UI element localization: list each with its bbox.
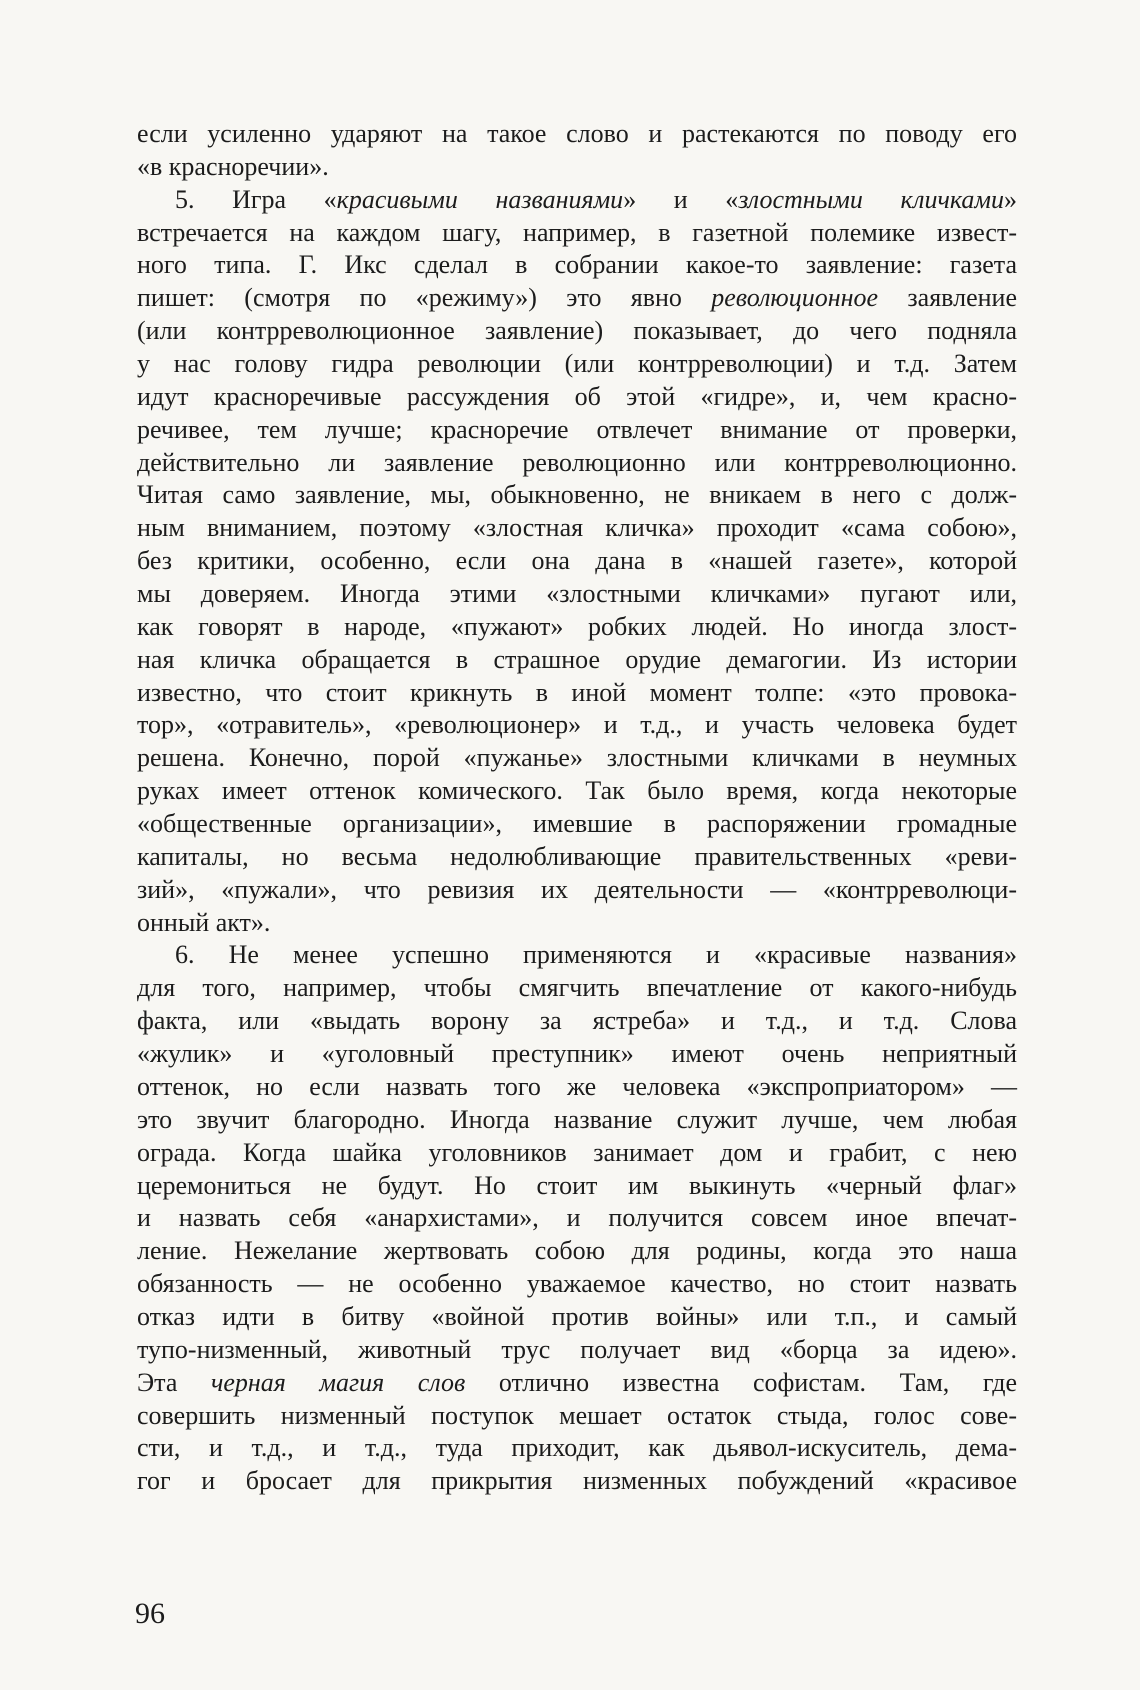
text-line: ограда. Когда шайка уголовников занимает дом и грабит, с нею	[137, 1137, 1017, 1167]
text-line	[137, 282, 1017, 315]
text-line: (или контрреволюционное заявление) показывает, до чего подняла	[137, 316, 1017, 346]
text-segment: отлично известна софистам. Там, где	[465, 1367, 1017, 1397]
text-line: «жулик» и «уголовный преступник» имеют очень неприятный	[137, 1039, 1017, 1069]
text-line: без критики, особенно, если она дана в «нашей газете», которой	[137, 546, 1017, 576]
text-line: известно, что стоит крикнуть в иной момент толпе: «это провока-	[137, 677, 1017, 707]
text-line: «общественные организации», имевшие в распоряжении громадные	[137, 809, 1017, 839]
text-line: Читая само заявление, мы, обыкновенно, не вникаем в него с долж-	[137, 480, 1017, 510]
text-line: идут красноречивые рассуждения об этой «гидре», и, чем красно-	[137, 381, 1017, 411]
text-line: «в красноречии».	[137, 151, 329, 181]
text-line: совершить низменный поступок мешает остаток стыда, голос сове-	[137, 1400, 1017, 1430]
text-line: решена. Конечно, порой «пужанье» злостными кличками в неумных	[137, 743, 1017, 773]
text-line: гог и бросает для прикрытия низменных побуждений «красивое	[137, 1466, 1017, 1496]
text-segment: Эта	[137, 1367, 211, 1397]
text-line: действительно ли заявление революционно или контрреволюционно.	[137, 447, 1017, 477]
text-line: сти, и т.д., и т.д., туда приходит, как дьявол-искуситель, дема-	[137, 1433, 1017, 1463]
text-line: 6. Не менее успешно применяются и «красивые названия»	[175, 940, 1017, 970]
text-line: тупо-низменный, животный трус получает вид «борца за идею».	[137, 1334, 1017, 1364]
text-line: тор», «отравитель», «революционер» и т.д., и участь человека будет	[137, 710, 1017, 740]
text-segment: » и «	[623, 184, 739, 214]
page-number: 96	[135, 1597, 165, 1630]
text-line: ным вниманием, поэтому «злостная кличка» проходит «сама собою»,	[137, 513, 1017, 543]
text-line: зий», «пужали», что ревизия их деятельности — «контрреволюци-	[137, 874, 1017, 904]
text-line: капиталы, но весьма недолюбливающие правительственных «реви-	[137, 841, 1017, 871]
text-line: оттенок, но если назвать того же человека «экспроприатором» —	[137, 1071, 1017, 1101]
text-line: обязанность — не особенно уважаемое качество, но стоит назвать	[137, 1269, 1017, 1299]
text-line	[137, 184, 1017, 217]
text-line: факта, или «выдать ворону за ястреба» и т.д., и т.д. Слова	[137, 1006, 1017, 1036]
text-line: руках имеет оттенок комического. Так было время, когда некоторые	[137, 776, 1017, 806]
text-line: если усиленно ударяют на такое слово и растекаются по поводу его	[137, 119, 1017, 148]
text-line	[137, 1367, 1017, 1400]
text-line: и назвать себя «анархистами», и получится совсем иное впечат-	[137, 1203, 1017, 1233]
text-line: отказ идти в битву «войной против войны» или т.п., и самый	[137, 1301, 1017, 1331]
text-segment: пишет: (смотря по «режиму») это явно	[137, 283, 712, 313]
text-line: ная кличка обращается в страшное орудие демагогии. Из истории	[137, 644, 1017, 674]
text-line: это звучит благородно. Иногда название служит лучше, чем любая	[137, 1104, 1017, 1134]
text-line: мы доверяем. Иногда этими «злостными кличками» пугают или,	[137, 579, 1017, 609]
text-line: речивее, тем лучше; красноречие отвлечет внимание от проверки,	[137, 414, 1017, 444]
italic-text: революционное	[711, 283, 879, 313]
italic-text: красивыми названиями	[336, 184, 624, 214]
text-segment: 5. Игра «	[175, 184, 337, 214]
page-body	[137, 118, 1017, 1498]
text-line: онный акт».	[137, 907, 271, 937]
italic-text: черная магия слов	[210, 1367, 466, 1397]
italic-text: злостными кличками	[738, 184, 1004, 214]
text-segment: »	[1004, 184, 1017, 214]
text-line: ного типа. Г. Икс сделал в собрании какое-то заявление: газета	[137, 250, 1017, 280]
text-line: как говорят в народе, «пужают» робких людей. Но иногда злост-	[137, 611, 1017, 641]
text-line: церемониться не будут. Но стоит им выкинуть «черный флаг»	[137, 1170, 1017, 1200]
text-segment: заявление	[878, 283, 1017, 313]
text-line: у нас голову гидра революции (или контрреволюции) и т.д. Затем	[137, 349, 1017, 379]
text-line: ление. Нежелание жертвовать собою для родины, когда это наша	[137, 1236, 1017, 1266]
text-line: встречается на каждом шагу, например, в газетной полемике извест-	[137, 217, 1017, 247]
text-line: для того, например, чтобы смягчить впечатление от какого-нибудь	[137, 973, 1017, 1003]
